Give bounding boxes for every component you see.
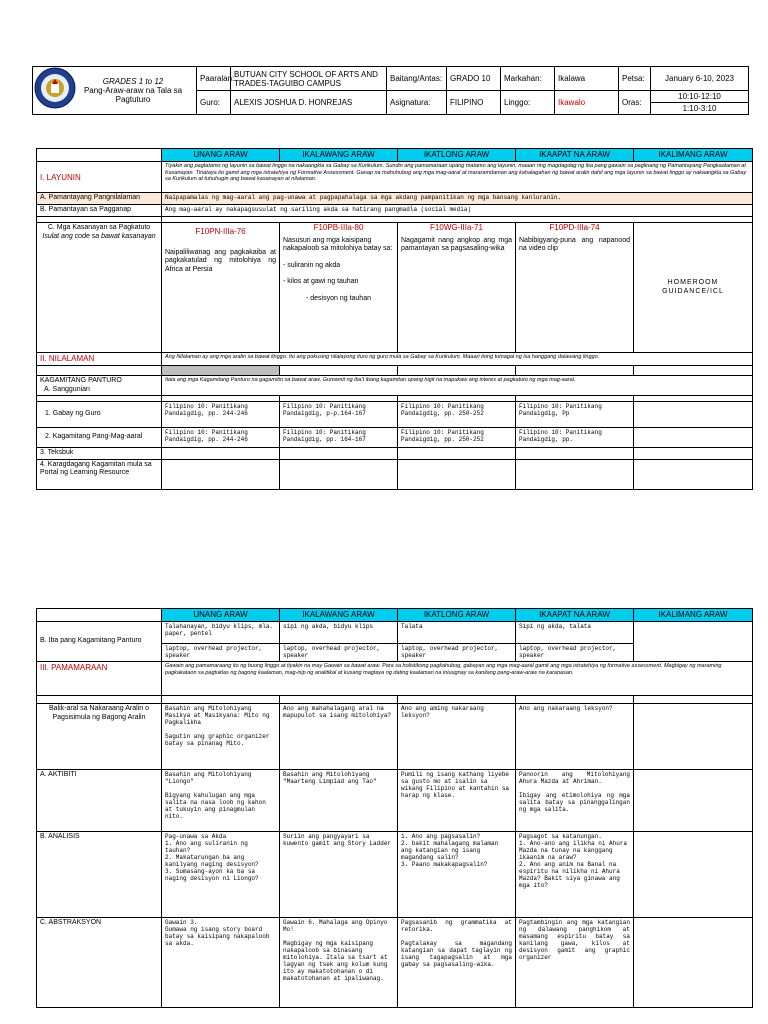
iba-day-5 [634, 622, 753, 662]
balik-label: Balik-aral sa Nakaraang Aralin o Pagsisimula ng Bagong Aralin [37, 704, 162, 770]
kasanayan-label: C. Mga Kasanayan sa Pagkatuto [47, 224, 151, 231]
kasanayan-text-2a: - suliranin ng akda [283, 261, 341, 269]
analisis-day-4: Pagsagot sa katanungan. 1. Ano-ano ang ilikha ni Ahura Mazda na tunay na kanggang ikaanim na araw? 2. Ano ang anim na Banal na espiritu na nilikha ni Ahura Mazda? Bakit siya ginawa ang mga ito? [516, 832, 634, 918]
pamantayang-text: Naipapamalas ng mag-aaral ang pag-unawa at pagpapahalaga sa mga akdang pampanitikan ng mga bansang kanluranin. [162, 193, 753, 205]
kasanayan-day-2 [280, 223, 398, 353]
kasanayan-day-1 [162, 223, 280, 353]
code-day-2: F10PB-IIIa-80 [313, 223, 364, 232]
abstraksyon-day-3: Pagsasanib ng grammatika at retorika. Pagtalakay sa magandang katangian sa dapat taglayin ng isang tagapagsalin at mga gabay sa pagsasaling-wika. [398, 918, 516, 1008]
oras-label: Oras: [619, 91, 651, 115]
guro-value: ALEXIS JOSHUA D. HONREJAS [231, 91, 387, 115]
pamamaraan-text: Gawain ang pamamaraang ito ng buong linggo at tiyakin na may Gawain sa bawat araw. Para sa holistikong pagkahubog, gabayan ang mga mag-aaral gamit ang mga istratehiya ng formative assessment. Magbigay ng maraming pagkakataon sa pagtuklas ng bagong kaalaman, mag-isip ng analitikal at kusang magtaya ng dating kaalaman na iniuugnay sa kanilang pang-araw-araw na karanasan. [162, 662, 753, 696]
day-3-header: IKATLONG ARAW [398, 149, 516, 162]
abstraksyon-day-5 [634, 918, 753, 1008]
karagdagan-label: 4. Karagdagang Kagamitan mula sa Portal ng Learning Resource [37, 459, 162, 489]
header-table [32, 66, 749, 115]
pagganap-label: B. Pamantayan sa Pagganap [37, 205, 162, 217]
day-4-header-2: IKAAPAT NA ARAW [516, 609, 634, 622]
iba-bottom-3: laptop, overhead projector, speaker [401, 645, 499, 659]
markahan-label: Markahan: [501, 67, 555, 91]
gabay-day-3: Filipino 10: Panitikang Pandaigdig, pp. 250-252 [398, 402, 516, 428]
iba-top-2: sipi ng akda, bidyu klips [280, 622, 397, 644]
abstraksyon-day-4: Pagtambingin ang mga katangian ng dalawang panghikom at masamang espiritu batay sa kanilang gawa, kilos at desisyon gamit ang graphic organizer [516, 918, 634, 1008]
kasanayan-text-1: Naipaliliwanag ang pagkakaiba at pagkakatulad ng mitolohiya ng Africa at Persia [165, 248, 276, 273]
asignatura-value: FILIPINO [447, 91, 501, 115]
iba-top-1: Talahanayan, bidyu klips, mla. paper, pentel [162, 622, 279, 644]
balik-day-5 [634, 704, 753, 770]
balik-day-4: Ano ang nakaraang leksyon? [516, 704, 634, 770]
kasanayan-label-cell [37, 223, 162, 353]
sanggunian-label: A. Sanggunian [44, 385, 90, 393]
kpm-day-5 [634, 428, 753, 448]
oras-value-1: 10:10-12:10 [651, 91, 749, 103]
nilalaman-text: Ang Nilalaman ay ang mga aralin sa bawat linggo. Ito ang pokusing nilalayong ituro ng guro mula sa Gabay sa Kurikulum. Maaari itong tumagal ng isa hanggang dalawang linggo. [162, 353, 753, 366]
kpm-day-2: Filipino 10: Panitikang Pandaigdig, pp. 164-167 [280, 428, 398, 448]
iba-day-1 [162, 622, 280, 662]
day-1-header: UNANG ARAW [162, 149, 280, 162]
baitang-value: GRADO 10 [447, 67, 501, 91]
petsa-label: Petsa: [619, 67, 651, 91]
kpm-day-1: Filipino 10: Panitikang Pandaigdig, pp. 244-246 [162, 428, 280, 448]
kasanayan-text-4: Nabibigyang-puna ang napanood na video clip [519, 236, 630, 252]
kagamitan-text: Itala ang mga Kagamitang Panturo na gagamitin sa bawat araw. Gumamit ng iba't ibang kagamitan upang higit na mapukaw ang interes at pagkatuto ng mga mag-aaral. [162, 376, 753, 396]
analisis-day-5 [634, 832, 753, 918]
blank-corner-2 [37, 609, 162, 622]
iba-bottom-4: laptop, overhead projector, speaker [519, 645, 617, 659]
nilalaman-spacer [37, 366, 162, 376]
abstraksyon-day-2: Gawain 6. Mahalaga ang Opinyo Mo! Magbigay ng mga kaisipang nakapaloob sa binasang mitolohiya. Itala sa tsart at lagyan ng tsek ang kolum kung ito ay makatotohanan o di makatotohanan at ipaliwanag. [280, 918, 398, 1008]
lesson-table-1 [36, 148, 753, 490]
teksbuk-label: 3. Teksbuk [37, 448, 162, 460]
header-title-cell [33, 67, 197, 115]
day-1-header-2: UNANG ARAW [162, 609, 280, 622]
gabay-label: 1. Gabay ng Guro [37, 402, 162, 428]
aktibiti-label: A. AKTIBITI [37, 770, 162, 832]
kasanayan-day-3 [398, 223, 516, 353]
lesson-table-2 [36, 608, 753, 1008]
aktibiti-day-5 [634, 770, 753, 832]
analisis-day-3: 1. Ano ang pagsasalin? 2. bakit mahalagang malaman ang katangian ng isang magandang salin? 3. Paano makakapagsalin? [398, 832, 516, 918]
iba-label: B. Iba pang Kagamitang Panturo [37, 622, 162, 662]
petsa-value: January 6-10, 2023 [651, 67, 749, 91]
nilalaman-day-3 [398, 366, 516, 376]
iba-day-4 [516, 622, 634, 662]
kpm-day-3: Filipino 10: Panitikang Pandaigdig, pp. 250-252 [398, 428, 516, 448]
iba-bottom-1: laptop, overhead projector, speaker [165, 645, 263, 659]
oras-value-2: 1:10-3:10 [651, 103, 749, 115]
iba-top-3: Talata [398, 622, 515, 644]
analisis-day-2: Suriin ang pangyayari sa kuwento gamit ang Story Ladder [280, 832, 398, 918]
nilalaman-day-1 [162, 366, 280, 376]
nilalaman-day-5 [634, 366, 753, 376]
grades-label: GRADES 1 to 12 [102, 77, 164, 86]
iba-day-3 [398, 622, 516, 662]
aktibiti-day-1: Basahin ang Mitolohiyang "Liongo" Bigyang kahulugan ang mga salita na nasa loob ng kahon at tukuyin ang pinagmulan nito. [162, 770, 280, 832]
code-day-1: F10PN-IIIa-76 [195, 227, 246, 236]
day-3-header-2: IKATLONG ARAW [398, 609, 516, 622]
aktibiti-day-4: Panoorin ang Mitolohiyang Ahura Mazda at Ahriman. Ibigay ang etimolohiya ng mga salita batay sa pinanggalingan ng mga salita. [516, 770, 634, 832]
nilalaman-day-2 [280, 366, 398, 376]
day-4-header: IKAAPAT NA ARAW [516, 149, 634, 162]
kagamitan-cell [37, 376, 162, 396]
nilalaman-heading: II. NILALAMAN [37, 353, 162, 366]
baitang-label: Baitang/Antas: [387, 67, 447, 91]
kasanayan-text-2b: - kilos at gawi ng tauhan [283, 278, 359, 285]
balik-day-1: Basahin ang Mitolohiyang Masikya at Masikyana: Mito ng Pagkalikha Sagutin ang graphic organizer batay sa pinanag Mito. [162, 704, 280, 770]
markahan-value: Ikalawa [555, 67, 619, 91]
paaralan-label: Paaralan: [197, 67, 231, 91]
day-2-header: IKALAWANG ARAW [280, 149, 398, 162]
kasanayan-sub: Isulat ang code sa bawat kasanayan [42, 232, 156, 240]
gabay-day-4: Filipino 10: Panitikang Pandaigdig, Pp [516, 402, 634, 428]
analisis-label: B. ANALISIS [37, 832, 162, 918]
iba-day-2 [280, 622, 398, 662]
blank-corner [37, 149, 162, 162]
layunin-text: Tiyakin ang pagtatamo ng layunin sa bawat linggo na nakaangkla sa Gabay sa Kurikulum. Sundin ang pamamaraan upang matamo ang layunin, maaari ring magdagdag ng iba pang gawain sa paglinang ng Pamantayang Pangkaalaman at Kasanayan. Tinataya ito gamit ang mga istratehiya ng Formative Assessment. Ganap na mahuhubog ang mga mag-aaral at mararamdaman ang kahalagahan ng bawat aralin dahil ang mga layunin sa bawat linggo ay nakaangkla sa Gabay sa Kurikulum at tuhuhugin ang bawat kasanayan at nilalaman. [162, 162, 753, 193]
linggo-value: Ikawalo [555, 91, 619, 115]
pagganap-text: Ang mag-aaral ay nakapagsusulat ng sariling akda sa hatirang pangmadla (social media) [162, 205, 753, 217]
kpm-day-4: Filipino 10: Panitikang Pandaigdig, pp. [516, 428, 634, 448]
analisis-day-1: Pag-unawa sa Akda 1. Ano ang suliranin ng tauhan? 2. Makatarungan ba ang kanilyang naging desisyon? 3. Sumasang-ayon ka ba sa naging desisyon ni Liongo? [162, 832, 280, 918]
abstraksyon-label: C. ABSTRAKSYON [37, 918, 162, 1008]
pamantayang-label: A. Pamantayang Pangnilalaman [37, 193, 162, 205]
gabay-day-2: Filipino 10: Panitikang Pandaigdig, p-p.164-167 [280, 402, 398, 428]
code-day-3: F10WG-IIIa-71 [430, 223, 483, 232]
kasanayan-day-4 [516, 223, 634, 353]
day-5-header: IKALIMANG ARAW [634, 149, 753, 162]
day-5-header-2: IKALIMANG ARAW [634, 609, 753, 622]
pamamaraan-heading: III. PAMAMARAAN [37, 662, 162, 696]
day-2-header-2: IKALAWANG ARAW [280, 609, 398, 622]
aktibiti-day-2: Basahin ang Mitolohiyang "Maarteng Limpiad ang Tao" [280, 770, 398, 832]
asignatura-label: Asignatura: [387, 91, 447, 115]
dll-title: Pang-Araw-araw na Tala sa Pagtuturo [83, 86, 183, 104]
nilalaman-day-4 [516, 366, 634, 376]
balik-day-3: Ano ang aming nakaraang leksyon? [398, 704, 516, 770]
abstraksyon-day-1: Gawain 3. Gumawa ng isang story board batay sa kaisipang nakapaloob sa akda. [162, 918, 280, 1008]
kasanayan-day-5: HOMEROOM GUIDANCE/ICL [634, 223, 753, 353]
paaralan-value: BUTUAN CITY SCHOOL OF ARTS AND TRADES-TAGUIBO CAMPUS [231, 67, 387, 91]
kasanayan-text-2c: - desisyon ng tauhan [306, 294, 371, 302]
kasanayan-text-3: Nagagamit nang angkop ang mga pamantayan sa pagsasaling-wika [401, 236, 512, 252]
kpm-label: 2. Kagamitang Pang-Mag-aaral [37, 428, 162, 448]
linggo-label: Linggo: [501, 91, 555, 115]
guro-label: Guro: [197, 91, 231, 115]
gabay-day-1: Filipino 10: Panitikang Pandaigdig, pp. 244-246 [162, 402, 280, 428]
balik-day-2: Ano ang mahahalagang aral na mapupulot sa isang mitolohiya? [280, 704, 398, 770]
layunin-heading: I. LAYUNIN [37, 162, 162, 193]
kagamitan-heading: KAGAMITANG PANTURO [40, 377, 122, 384]
gabay-day-5 [634, 402, 753, 428]
kasanayan-text-2: Nasusuri ang mga kaisipang nakapaloob sa mitolohiya batay sa: [283, 236, 393, 252]
iba-top-4: Sipi ng akda, talata [516, 622, 633, 644]
code-day-4: F10PD-IIIa-74 [549, 223, 600, 232]
aktibiti-day-3: Pumili ng isang kathang liyebe sa gusto mo at isalin sa wikang Filipino at kantahin sa harap ng klase. [398, 770, 516, 832]
iba-bottom-2: laptop, overhead projector, speaker [283, 645, 381, 659]
